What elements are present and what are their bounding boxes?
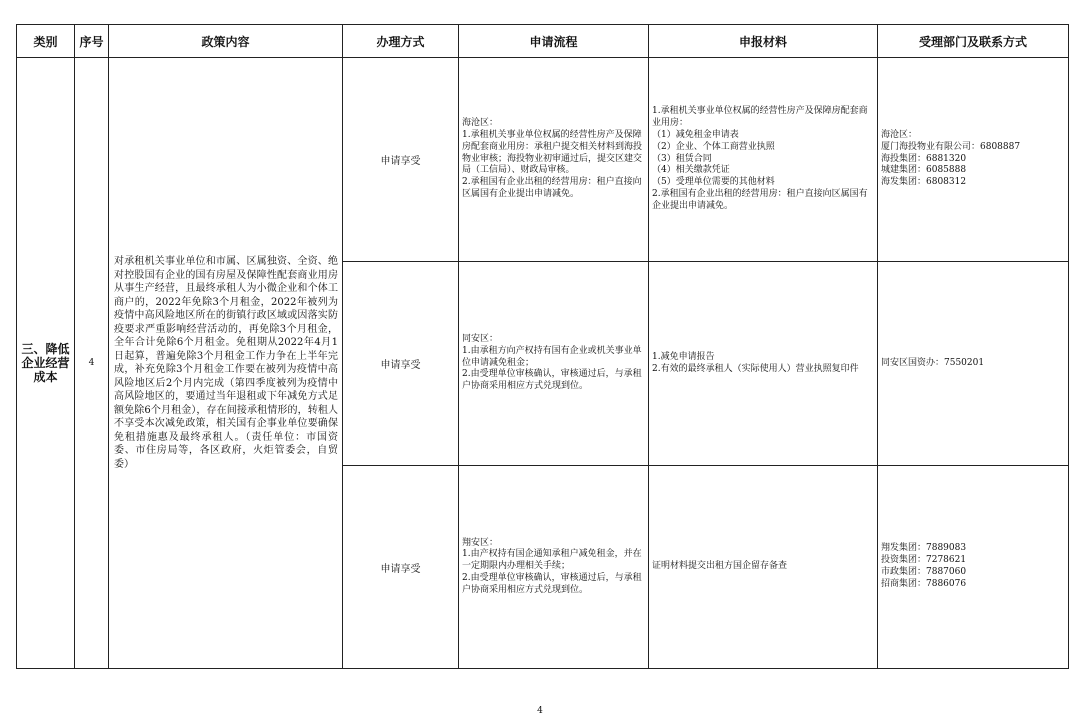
header-policy-content: 政策内容 xyxy=(109,25,343,58)
materials-line: （4）相关缴款凭证 xyxy=(652,165,730,176)
process-line: 2.由受理单位审核确认，审核通过后，与承租户协商采用相应方式兑现到位。 xyxy=(462,572,642,595)
process-cell xyxy=(459,262,649,466)
header-materials: 申报材料 xyxy=(649,25,878,58)
process-line: 1.由产权持有国企通知承租户减免租金，并在一定期限内办理相关手续； xyxy=(462,549,642,572)
policy-content-cell xyxy=(109,58,343,669)
process-cell xyxy=(459,466,649,669)
header-row xyxy=(17,25,1069,58)
table-row xyxy=(17,58,1069,262)
materials-line: 1.承租机关事业单位权属的经营性房产及保障房配套商业用房： xyxy=(652,106,868,129)
contact-line: 海发集团：6808312 xyxy=(881,177,967,188)
contact-line: 厦门海投物业有限公司：6808887 xyxy=(881,141,1021,152)
contact-line: 投资集团：7278621 xyxy=(881,555,967,566)
method-cell: 申请享受 xyxy=(343,262,459,466)
process-line: 1.承租机关事业单位权属的经营性房产及保障房配套商业用房：承租户提交相关材料到海投物业审核；海投物业初审通过后，提交区建交局（工信局）、财政局审核。 xyxy=(462,130,643,176)
contact-line: 招商集团：7886076 xyxy=(881,578,967,589)
process-line: 翔安区： xyxy=(462,537,499,548)
contacts-cell xyxy=(878,262,1069,466)
process-line: 海沧区： xyxy=(462,118,499,129)
page-number: 4 xyxy=(537,706,543,716)
category-cell: 三、降低企业经营成本 xyxy=(17,58,75,669)
process-line: 2.承租国有企业出租的经营用房：租户直接向区属国有企业提出申请减免。 xyxy=(462,177,642,199)
materials-line: （3）租赁合同 xyxy=(652,153,712,164)
materials-line: 2.有效的最终承租人（实际使用人）营业执照复印件 xyxy=(652,363,859,374)
header-seq: 序号 xyxy=(75,25,109,58)
materials-line: （2）企业、个体工商营业执照 xyxy=(652,141,775,152)
contact-line: 海投集团：6881320 xyxy=(881,153,967,164)
materials-cell xyxy=(649,262,878,466)
process-line: 同安区： xyxy=(462,334,499,344)
materials-line: （1）减免租金申请表 xyxy=(652,130,739,140)
process-line: 1.由承租方向产权持有国有企业或机关事业单位申请减免租金； xyxy=(462,345,642,368)
materials-line: 1.减免申请报告 xyxy=(652,351,715,362)
contact-line: 城建集团：6085888 xyxy=(881,165,967,176)
method-cell: 申请享受 xyxy=(343,466,459,669)
seq-cell: 4 xyxy=(75,58,109,669)
header-process: 申请流程 xyxy=(459,25,649,58)
contact-line: 市政集团：7887060 xyxy=(881,567,967,577)
header-contacts: 受理部门及联系方式 xyxy=(878,25,1069,58)
header-category: 类别 xyxy=(17,25,75,58)
materials-cell xyxy=(649,466,878,669)
materials-cell xyxy=(649,58,878,262)
contact-line: 同安区国资办：7550201 xyxy=(881,357,985,368)
materials-line: 证明材料提交出租方国企留存备查 xyxy=(652,561,788,572)
contacts-cell xyxy=(878,466,1069,669)
method-cell: 申请享受 xyxy=(343,58,459,262)
contact-line: 海沧区： xyxy=(881,130,918,140)
materials-line: （5）受理单位需要的其他材料 xyxy=(652,177,775,188)
process-cell xyxy=(459,58,649,262)
header-method: 办理方式 xyxy=(343,25,459,58)
process-line: 2.由受理单位审核确认，审核通过后，与承租户协商采用相应方式兑现到位。 xyxy=(462,369,642,392)
materials-line: 2.承租国有企业出租的经营用房：租户直接向区属国有企业提出申请减免。 xyxy=(652,188,868,211)
contact-line: 翔发集团：7889083 xyxy=(881,543,967,554)
policy-table xyxy=(16,24,1069,669)
contacts-cell xyxy=(878,58,1069,262)
policy-content-text: 对承租机关事业单位和市属、区属独资、全资、绝对控股国有企业的国有房屋及保障性配套商业用房从事生产经营，且最终承租人为小微企业和个体工商户的，2022年免除3个月租金，2022年被列为疫情中高风险地区所在的街镇行政区域或因落实防疫要求严重影响经营活动的，再免除3个月租金，全年合计免除6个月租金。免租期从2022年4月1日起算，普遍免除3个月租金工作力争在上半年完成，补充免除3个月租金工作要在被列为疫情中高风险地区后2个月内完成（第四季度被列为疫情中高风险地区的，要通过当年退租或下年减免方式足额免除6个月租金），存在间接承租情形的，转租人不享受本次减免政策，相关国有企事业单位要确保免租措施惠及最终承租人。（责任单位：市国资委、市住房局等，各区政府，火炬管委会，自贸委） xyxy=(114,256,338,470)
